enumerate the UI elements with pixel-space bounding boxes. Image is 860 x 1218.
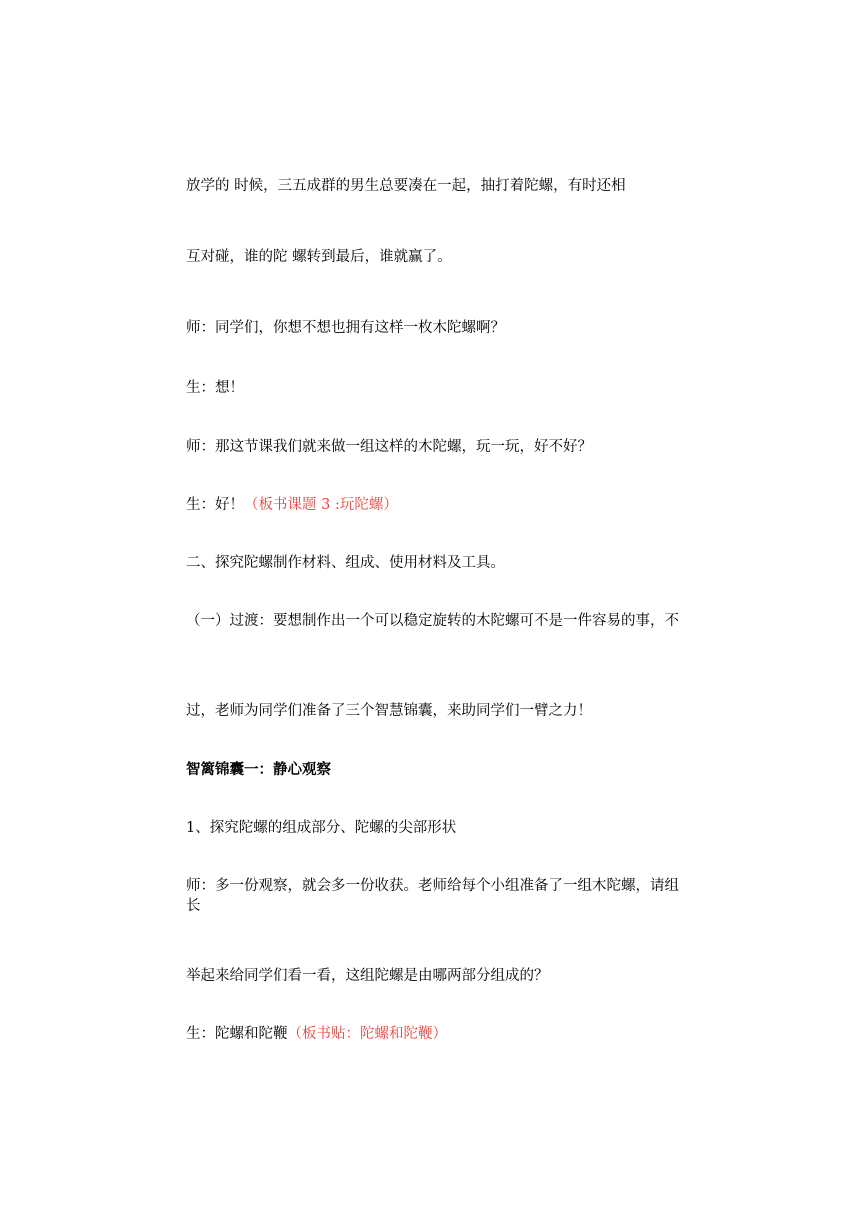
paragraph-text: 师：同学们，你想不想也拥有这样一枚木陀螺啊？ — [186, 320, 505, 336]
paragraph-text: 生：陀螺和陀鞭 — [186, 1026, 288, 1042]
paragraph-7 — [186, 611, 686, 631]
paragraph-text: 师：那这节课我们就来做一组这样的木陀螺，玩一玩，好不好？ — [186, 439, 592, 455]
paragraph-text: 互对碰，谁的陀 螺转到最后，谁就赢了。 — [186, 249, 452, 265]
paragraph-1 — [186, 176, 686, 196]
paragraph-3 — [186, 318, 686, 338]
paragraph-2 — [186, 247, 686, 267]
paragraph-text: 过，老师为同学们准备了三个智慧锦囊，来助同学们一臂之力！ — [186, 703, 592, 719]
paragraph-text: 生：好！ — [186, 497, 244, 513]
paragraph-text: 二、探究陀螺制作材料、组成、使用材料及工具。 — [186, 555, 505, 571]
paragraph-12 — [186, 1024, 686, 1044]
paragraph-text: 放学的 时候，三五成群的男生总要凑在一起，抽打着陀螺，有时还相 — [186, 178, 626, 194]
section-heading — [186, 553, 686, 573]
blackboard-note: （板书贴：陀螺和陀鞭） — [287, 1026, 447, 1042]
paragraph-text: 师：多一份观察，就会多一份收获。老师给每个小组准备了一组木陀螺，请组长 — [186, 878, 679, 914]
paragraph-text: 1、探究陀螺的组成部分、陀螺的尖部形状 — [186, 820, 457, 836]
paragraph-text: 智篱锦囊一：静心观察 — [186, 761, 331, 778]
paragraph-8 — [186, 701, 686, 721]
paragraph-9 — [186, 818, 686, 838]
paragraph-text: 生：想！ — [186, 380, 244, 396]
paragraph-6 — [186, 495, 686, 515]
paragraph-5 — [186, 437, 686, 457]
paragraph-4 — [186, 378, 686, 398]
paragraph-10 — [186, 876, 686, 916]
subsection-heading — [186, 760, 686, 780]
paragraph-11 — [186, 966, 686, 986]
paragraph-text: （一）过渡：要想制作出一个可以稳定旋转的木陀螺可不是一件容易的事，不 — [186, 613, 679, 629]
paragraph-text: 举起来给同学们看一看，这组陀螺是由哪两部分组成的？ — [186, 968, 549, 984]
blackboard-note: （板书课题 3 :玩陀螺） — [244, 497, 398, 513]
